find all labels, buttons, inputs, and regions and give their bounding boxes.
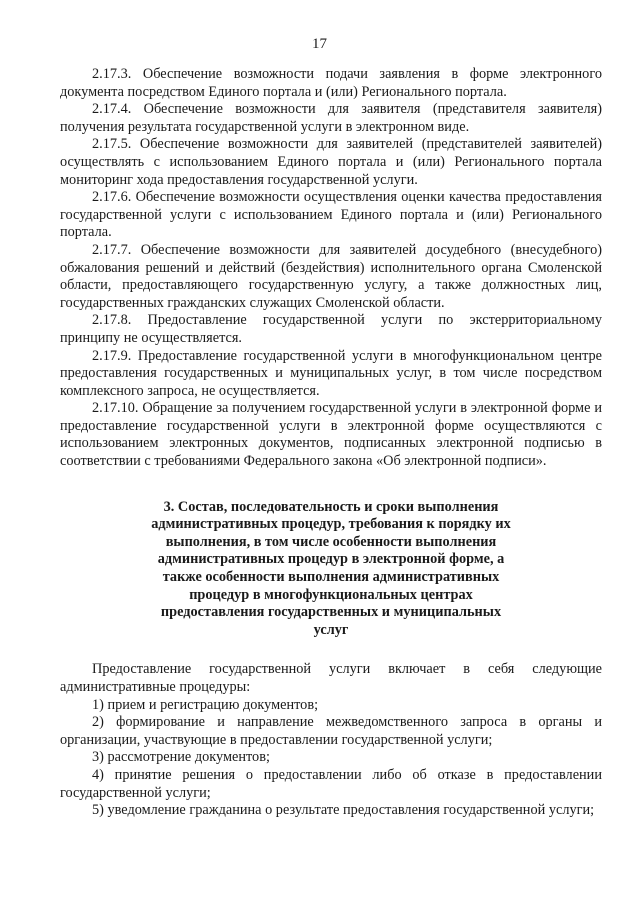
page-content: [60, 66, 602, 820]
paragraph-2-17-9: 2.17.9. Предоставление государственной услуги в многофункциональном центре предоставления государственных и муниципальных услуг, в том числе посредством комплексного запроса, не осуществляется.: [60, 347, 602, 399]
section-3-heading: 3. Состав, последовательность и сроки выполнения административных процедур, требования к порядку их выполнения, в том числе особенности выполнения административных процедур в электронной форме, а также особенности выполнения административных процедур в многофункциональных центрах предоставления государственных и муниципальных услуг: [151, 498, 511, 638]
list-item: 1) прием и регистрацию документов;: [92, 696, 319, 713]
procedures-intro: Предоставление государственной услуги включает в себя следующие административные процедуры:: [60, 661, 602, 695]
list-item: 2) формирование и направление межведомственного запроса в органы и организации, участвующие в предоставлении государственной услуги;: [60, 714, 602, 748]
list-item: 4) принятие решения о предоставлении либо об отказе в предоставлении государственной услуги;: [60, 766, 602, 801]
paragraph-2-17-4: 2.17.4. Обеспечение возможности для заявителя (представителя заявителя) получения результата государственной услуги в электронном виде.: [60, 101, 602, 135]
page-number: 17: [312, 36, 327, 52]
paragraph-2-17-8: 2.17.8. Предоставление государственной услуги по экстерриториальному принципу не осуществляется.: [60, 312, 602, 346]
list-item: 5) уведомление гражданина о результате предоставления государственной услуги;: [92, 802, 595, 819]
paragraph-2-17-10: 2.17.10. Обращение за получением государственной услуги в электронной форме и предоставление государственной услуги в электронной форме осуществляются с использованием электронных документов, подписанных электронной подписью в соответствии с требованиями Федерального закона «Об электронной подписи».: [60, 400, 602, 470]
procedures-list: [60, 697, 602, 820]
section-2-17-paragraphs: [60, 66, 602, 471]
paragraph-2-17-5: 2.17.5. Обеспечение возможности для заявителей (представителей заявителей) осуществлять с использованием Единого портала и (или) Регионального портала мониторинг хода предоставления государственной услуги.: [60, 136, 602, 188]
list-item: 3) рассмотрение документов;: [92, 749, 270, 766]
paragraph-2-17-3: 2.17.3. Обеспечение возможности подачи заявления в форме электронного документа посредством Единого портала и (или) Регионального портала.: [60, 66, 602, 100]
paragraph-2-17-6: 2.17.6. Обеспечение возможности осуществления оценки качества предоставления государственной услуги с использованием Единого портала и (или) Регионального портала.: [60, 189, 602, 241]
paragraph-2-17-7: 2.17.7. Обеспечение возможности для заявителей досудебного (внесудебного) обжалования решений и действий (бездействия) исполнительного органа Смоленской области, предоставляющего государственную услугу, а также должностных лиц, государственных гражданских служащих Смоленской области.: [60, 241, 602, 311]
